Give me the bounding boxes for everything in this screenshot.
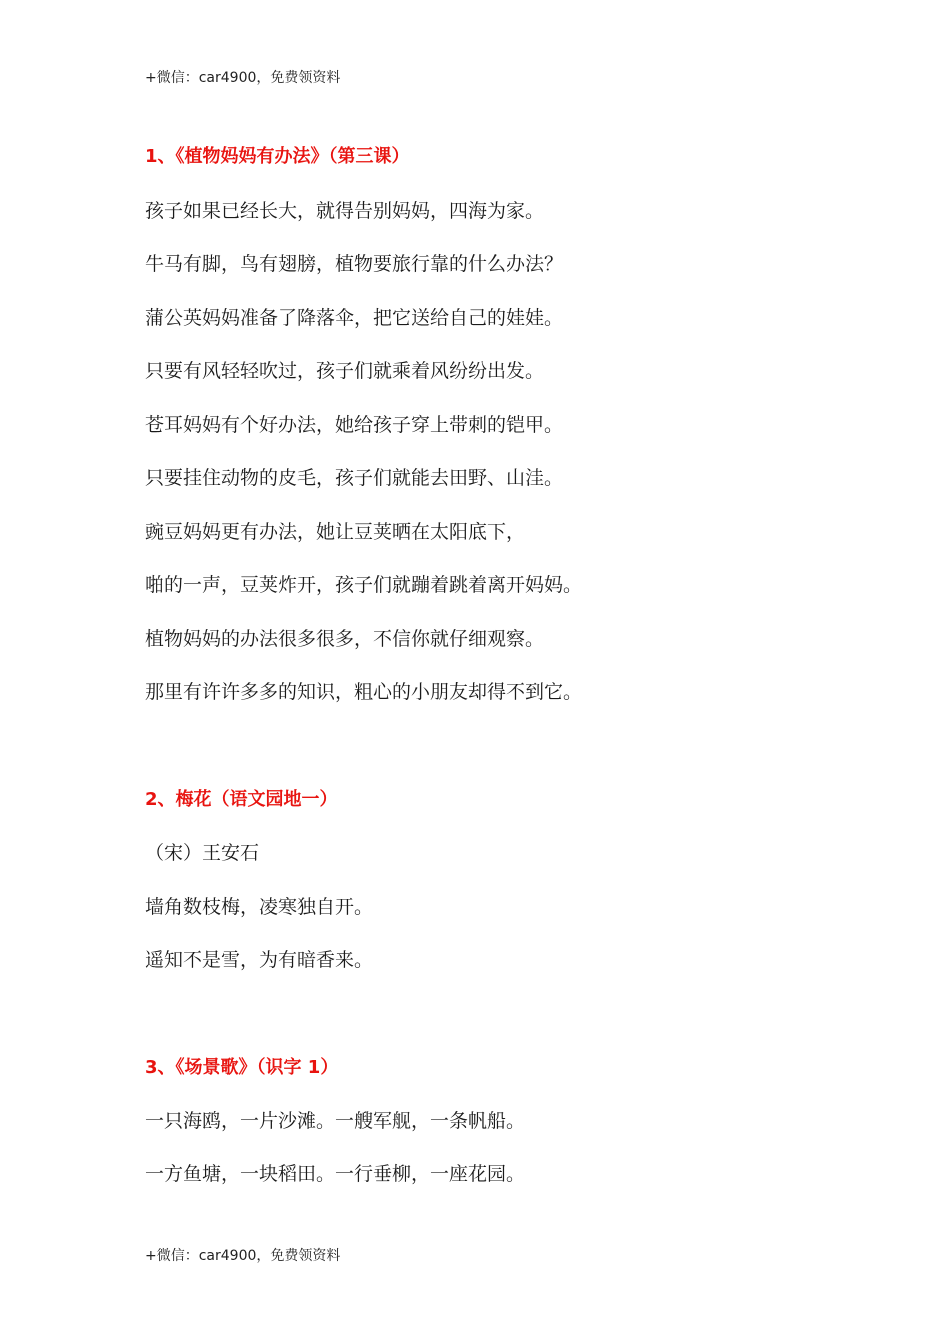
poem-line: 那里有许许多多的知识，粗心的小朋友却得不到它。 xyxy=(145,681,583,703)
section-3-heading: 3、《场景歌》（识字 1） xyxy=(145,1057,339,1078)
poem-line: 苍耳妈妈有个好办法，她给孩子穿上带刺的铠甲。 xyxy=(145,414,564,436)
poem-line: 只要挂住动物的皮毛，孩子们就能去田野、山洼。 xyxy=(145,467,564,489)
footer-note: +微信：car4900，免费领资料 xyxy=(145,1248,341,1264)
poem-line: 只要有风轻轻吹过，孩子们就乘着风纷纷出发。 xyxy=(145,360,545,382)
poem-line: 一方鱼塘，一块稻田。一行垂柳，一座花园。 xyxy=(145,1163,526,1185)
poem-line: 植物妈妈的办法很多很多，不信你就仔细观察。 xyxy=(145,628,545,650)
poem-line: 牛马有脚，鸟有翅膀，植物要旅行靠的什么办法？ xyxy=(145,253,564,275)
poem-line: 蒲公英妈妈准备了降落伞，把它送给自己的娃娃。 xyxy=(145,307,564,329)
poem-line: 豌豆妈妈更有办法，她让豆荚晒在太阳底下， xyxy=(145,521,526,543)
poem-line: 遥知不是雪，为有暗香来。 xyxy=(145,949,374,971)
poem-line: 啪的一声，豆荚炸开，孩子们就蹦着跳着离开妈妈。 xyxy=(145,574,583,596)
section-1-heading: 1、《植物妈妈有办法》（第三课） xyxy=(145,146,410,167)
section-2-heading: 2、梅花（语文园地一） xyxy=(145,789,338,810)
poem-author: （宋）王安石 xyxy=(145,842,260,864)
poem-line: 一只海鸥，一片沙滩。一艘军舰，一条帆船。 xyxy=(145,1110,526,1132)
header-note: +微信：car4900，免费领资料 xyxy=(145,70,341,86)
poem-line: 孩子如果已经长大，就得告别妈妈，四海为家。 xyxy=(145,200,545,222)
poem-line: 墙角数枝梅，凌寒独自开。 xyxy=(145,896,374,918)
